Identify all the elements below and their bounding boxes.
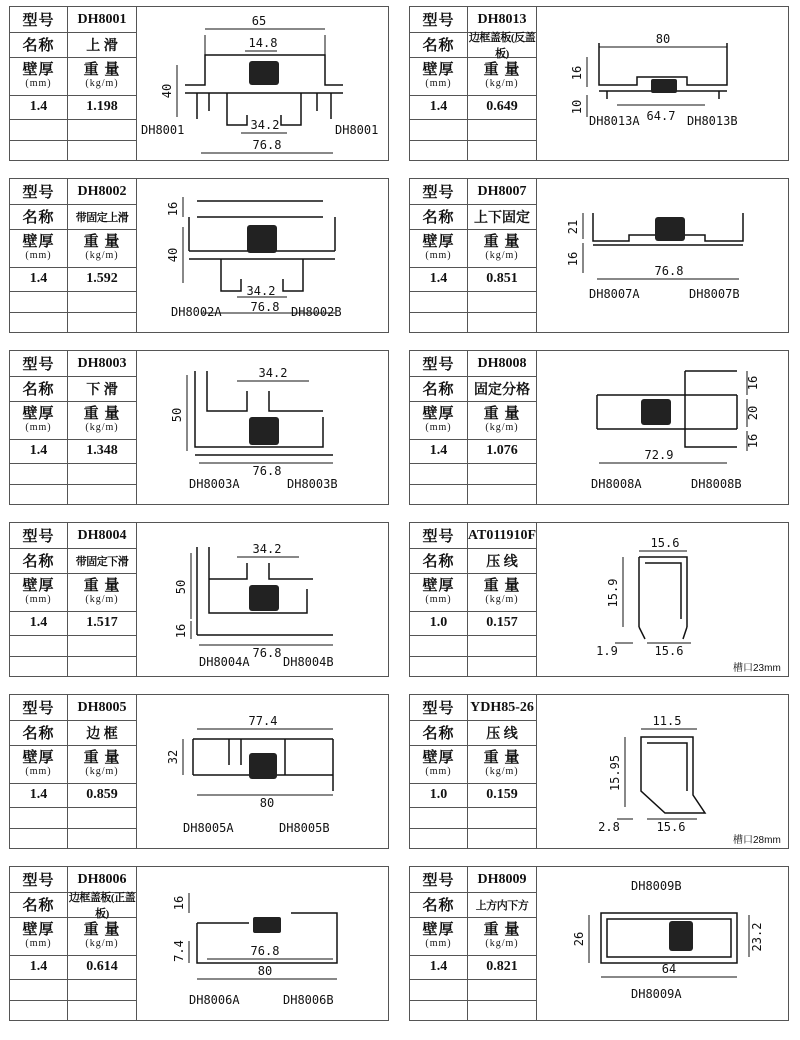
dimension-label: 64.7: [646, 109, 676, 123]
part-code-label: DH8013A: [589, 114, 640, 128]
wall-value: 1.4: [410, 439, 468, 463]
wall-unit: (mm): [425, 421, 452, 433]
weight-value: 0.859: [86, 787, 118, 802]
wall-label: [410, 917, 468, 955]
name-label: 名称: [410, 32, 468, 57]
wall-unit: (mm): [25, 765, 52, 777]
weight-label: [468, 229, 536, 267]
name-label: 名称: [410, 376, 468, 401]
name-label: 名称: [10, 376, 68, 401]
spec-table: [410, 695, 537, 848]
profile-drawing: [537, 523, 788, 676]
model-label: 型号: [410, 695, 468, 720]
spec-table: [10, 523, 137, 676]
wall-label-text: 壁厚: [422, 921, 455, 938]
weight-label: [468, 401, 536, 439]
dimension-label: 11.5: [652, 714, 682, 728]
dimension-label: 34.2: [250, 118, 280, 132]
dimension-label: 7.4: [172, 940, 186, 962]
dimension-label: 23.2: [750, 922, 764, 952]
part-code-label: DH8005B: [279, 821, 330, 835]
weight-value: 0.614: [86, 959, 118, 974]
name-value: 边框盖板(反盖板): [468, 31, 536, 60]
dimension-label: 76.8: [252, 464, 282, 478]
weight-label: [468, 573, 536, 611]
wall-value: 1.4: [410, 95, 468, 119]
wall-label-text: 壁厚: [22, 61, 55, 78]
model-value: DH8001: [77, 11, 127, 27]
profile-card-dh8009: [409, 866, 789, 1021]
name-label: 名称: [10, 548, 68, 573]
model-label: 型号: [410, 523, 468, 548]
weight-value: 0.821: [486, 959, 518, 974]
weight-unit: (kg/m): [485, 937, 519, 949]
weight-value: 0.159: [486, 787, 518, 802]
name-label: 名称: [410, 548, 468, 573]
weight-label-text: 重 量: [83, 405, 121, 422]
dimension-label: 50: [174, 579, 188, 595]
wall-label: [10, 229, 68, 267]
weight-value: 1.517: [86, 615, 118, 630]
profile-drawing: [137, 7, 388, 160]
weight-label-text: 重 量: [83, 577, 121, 594]
weight-value: 0.649: [486, 99, 518, 114]
name-value: 上下固定: [474, 210, 530, 226]
model-value: DH8002: [77, 183, 127, 199]
name-label: 名称: [410, 204, 468, 229]
slot-note: 槽口28mm: [733, 835, 781, 846]
profile-card-dh8007: [409, 178, 789, 333]
profile-card-dh8003: [9, 350, 389, 505]
wall-value: 1.0: [410, 783, 468, 807]
weight-label-text: 重 量: [483, 61, 521, 78]
weight-label-text: 重 量: [483, 405, 521, 422]
dimension-label: 10: [570, 99, 584, 115]
profile-drawing: [137, 351, 388, 504]
dimension-label: 40: [160, 83, 174, 99]
name-value: 边 框: [86, 726, 118, 742]
profile-card-dh8013: [409, 6, 789, 161]
weight-unit: (kg/m): [85, 249, 119, 261]
wall-label: [410, 745, 468, 783]
wall-value: 1.4: [410, 955, 468, 979]
name-value: 上方内下方: [475, 899, 529, 912]
dimension-label: 16: [174, 623, 188, 639]
wall-label-text: 壁厚: [422, 749, 455, 766]
dimension-label: 80: [655, 32, 671, 46]
profile-drawing: [537, 695, 788, 848]
profile-card-dh8008: [409, 350, 789, 505]
name-label: 名称: [10, 204, 68, 229]
profile-section-diagram: [137, 867, 388, 1020]
weight-label: [468, 917, 536, 955]
weight-label-text: 重 量: [83, 921, 121, 938]
profile-drawing: [537, 351, 788, 504]
weight-unit: (kg/m): [85, 593, 119, 605]
profile-card-at011910f: [409, 522, 789, 677]
wall-unit: (mm): [425, 249, 452, 261]
wall-label-text: 壁厚: [422, 233, 455, 250]
dimension-label: 16: [746, 375, 760, 391]
wall-label: [10, 573, 68, 611]
wall-value: 1.0: [410, 611, 468, 635]
wall-label-text: 壁厚: [22, 921, 55, 938]
spec-table: [10, 179, 137, 332]
model-label: 型号: [10, 867, 68, 892]
wall-label: [10, 917, 68, 955]
spec-table: [410, 7, 537, 160]
part-code-label: DH8009A: [631, 987, 682, 1001]
dimension-label: 72.9: [644, 448, 674, 462]
profile-section-diagram: [537, 523, 788, 676]
model-value: DH8007: [477, 183, 527, 199]
name-value: 压 线: [486, 726, 518, 742]
wall-unit: (mm): [25, 77, 52, 89]
wall-label-text: 壁厚: [22, 577, 55, 594]
model-label: 型号: [10, 7, 68, 32]
weight-unit: (kg/m): [85, 765, 119, 777]
wall-label-text: 壁厚: [422, 577, 455, 594]
weight-unit: (kg/m): [85, 937, 119, 949]
model-value: DH8009: [477, 871, 527, 887]
wall-unit: (mm): [425, 937, 452, 949]
weight-label-text: 重 量: [83, 61, 121, 78]
wall-unit: (mm): [25, 421, 52, 433]
wall-label: [10, 57, 68, 95]
weight-label-text: 重 量: [483, 921, 521, 938]
wall-value: 1.4: [10, 783, 68, 807]
weight-value: 1.592: [86, 271, 118, 286]
model-label: 型号: [410, 867, 468, 892]
profile-card-dh8002: [9, 178, 389, 333]
slot-note: 槽口23mm: [733, 663, 781, 674]
weight-value: 1.198: [86, 99, 118, 114]
profile-drawing: [137, 523, 388, 676]
wall-label: [10, 401, 68, 439]
part-code-label: DH8002B: [291, 305, 342, 319]
spec-table: [410, 523, 537, 676]
wall-unit: (mm): [425, 765, 452, 777]
wall-value: 1.4: [10, 955, 68, 979]
model-value: DH8006: [77, 871, 127, 887]
dimension-label: 2.8: [598, 820, 620, 834]
profile-section-diagram: [537, 7, 788, 160]
profile-section-diagram: [537, 351, 788, 504]
dimension-label: 16: [570, 65, 584, 81]
dimension-label: 40: [166, 247, 180, 263]
model-label: 型号: [10, 351, 68, 376]
spec-table: [410, 867, 537, 1020]
part-code-label: DH8013B: [687, 114, 738, 128]
wall-value: 1.4: [10, 95, 68, 119]
model-value: DH8008: [477, 355, 527, 371]
part-code-label: DH8006B: [283, 993, 334, 1007]
wall-label: [410, 401, 468, 439]
weight-label-text: 重 量: [83, 749, 121, 766]
model-value: DH8013: [477, 11, 527, 27]
spec-table: [10, 867, 137, 1020]
dimension-label: 14.8: [248, 36, 278, 50]
part-code-label: DH8005A: [183, 821, 234, 835]
part-code-label: DH8006A: [189, 993, 240, 1007]
name-label: 名称: [10, 892, 68, 917]
weight-unit: (kg/m): [85, 77, 119, 89]
part-code-label: DH8003B: [287, 477, 338, 491]
dimension-label: 16: [166, 201, 180, 217]
part-code-label: DH8008A: [591, 477, 642, 491]
dimension-label: 16: [172, 895, 186, 911]
spec-table: [10, 351, 137, 504]
profile-drawing: [537, 179, 788, 332]
dimension-label: 76.8: [252, 138, 282, 152]
part-code-label: DH8001: [335, 123, 379, 137]
name-value: 带固定上滑: [75, 211, 129, 224]
spec-table: [10, 7, 137, 160]
name-value: 固定分格: [474, 382, 530, 398]
profile-drawing: [137, 695, 388, 848]
profile-section-diagram: [137, 7, 388, 160]
name-value: 上 滑: [86, 38, 118, 54]
weight-unit: (kg/m): [485, 765, 519, 777]
wall-value: 1.4: [10, 439, 68, 463]
model-label: 型号: [10, 523, 68, 548]
dimension-label: 50: [170, 407, 184, 423]
wall-unit: (mm): [25, 249, 52, 261]
part-code-label: DH8003A: [189, 477, 240, 491]
profile-card-dh8001: [9, 6, 389, 161]
weight-value: 0.851: [486, 271, 518, 286]
dimension-label: 64: [661, 962, 677, 976]
weight-label-text: 重 量: [483, 577, 521, 594]
weight-label: [68, 917, 136, 955]
part-code-label: DH8004B: [283, 655, 334, 669]
dimension-label: 80: [259, 796, 275, 810]
name-label: 名称: [10, 32, 68, 57]
model-value: DH8005: [77, 699, 127, 715]
weight-label: [68, 57, 136, 95]
weight-value: 1.076: [486, 443, 518, 458]
dimension-label: 15.9: [606, 578, 620, 608]
profile-section-diagram: [137, 695, 388, 848]
model-label: 型号: [10, 179, 68, 204]
profile-section-diagram: [537, 695, 788, 848]
dimension-label: 20: [746, 405, 760, 421]
model-value: AT011910F: [467, 527, 537, 543]
wall-value: 1.4: [10, 611, 68, 635]
model-label: 型号: [10, 695, 68, 720]
name-label: 名称: [410, 720, 468, 745]
spec-table: [10, 695, 137, 848]
model-value: DH8004: [77, 527, 127, 543]
wall-unit: (mm): [425, 77, 452, 89]
name-value: 下 滑: [86, 382, 118, 398]
wall-label-text: 壁厚: [22, 405, 55, 422]
wall-unit: (mm): [425, 593, 452, 605]
profile-card-dh8004: [9, 522, 389, 677]
wall-label-text: 壁厚: [422, 61, 455, 78]
weight-unit: (kg/m): [485, 249, 519, 261]
spec-table: [410, 179, 537, 332]
spec-table: [410, 351, 537, 504]
weight-label: [68, 573, 136, 611]
model-value: DH8003: [77, 355, 127, 371]
dimension-label: 76.8: [250, 300, 280, 314]
weight-value: 0.157: [486, 615, 518, 630]
dimension-label: 15.6: [650, 536, 680, 550]
wall-value: 1.4: [10, 267, 68, 291]
model-label: 型号: [410, 351, 468, 376]
dimension-label: 65: [251, 14, 267, 28]
dimension-label: 15.95: [608, 754, 622, 792]
model-value: YDH85-26: [470, 699, 534, 715]
weight-label: [68, 745, 136, 783]
model-label: 型号: [410, 7, 468, 32]
profile-drawing: [137, 867, 388, 1020]
dimension-label: 21: [566, 219, 580, 235]
profile-section-diagram: [137, 523, 388, 676]
wall-label-text: 壁厚: [22, 233, 55, 250]
weight-unit: (kg/m): [85, 421, 119, 433]
part-code-label: DH8002A: [171, 305, 222, 319]
weight-label-text: 重 量: [83, 233, 121, 250]
profile-section-diagram: [137, 351, 388, 504]
wall-unit: (mm): [25, 937, 52, 949]
weight-unit: (kg/m): [485, 593, 519, 605]
wall-label-text: 壁厚: [422, 405, 455, 422]
weight-label: [68, 401, 136, 439]
wall-value: 1.4: [410, 267, 468, 291]
wall-label-text: 壁厚: [22, 749, 55, 766]
part-code-label: DH8001: [141, 123, 185, 137]
weight-unit: (kg/m): [485, 421, 519, 433]
model-label: 型号: [410, 179, 468, 204]
wall-unit: (mm): [25, 593, 52, 605]
dimension-label: 1.9: [596, 644, 618, 658]
profile-card-dh8006: [9, 866, 389, 1021]
part-code-label: DH8007A: [589, 287, 640, 301]
wall-label: [410, 573, 468, 611]
name-value: 带固定下滑: [75, 555, 129, 568]
profile-card-dh8005: [9, 694, 389, 849]
part-code-label: DH8009B: [631, 879, 682, 893]
dimension-label: 34.2: [258, 366, 288, 380]
dimension-label: 15.6: [654, 644, 684, 658]
part-code-label: DH8008B: [691, 477, 742, 491]
weight-label-text: 重 量: [483, 233, 521, 250]
weight-label: [68, 229, 136, 267]
name-value: 边框盖板(正盖板): [68, 891, 136, 920]
dimension-label: 32: [166, 749, 180, 765]
weight-label-text: 重 量: [483, 749, 521, 766]
weight-value: 1.348: [86, 443, 118, 458]
dimension-label: 76.8: [654, 264, 684, 278]
name-label: 名称: [410, 892, 468, 917]
profile-drawing: [537, 867, 788, 1020]
profile-drawing: [137, 179, 388, 332]
dimension-label: 16: [746, 433, 760, 449]
profile-section-diagram: [537, 179, 788, 332]
dimension-label: 26: [572, 931, 586, 947]
profile-drawing: [537, 7, 788, 160]
profile-card-ydh85-26: [409, 694, 789, 849]
name-label: 名称: [10, 720, 68, 745]
dimension-label: 76.8: [252, 646, 282, 660]
name-value: 压 线: [486, 554, 518, 570]
dimension-label: 16: [566, 251, 580, 267]
dimension-label: 80: [257, 964, 273, 978]
dimension-label: 34.2: [252, 542, 282, 556]
wall-label: [410, 57, 468, 95]
dimension-label: 77.4: [248, 714, 278, 728]
dimension-label: 34.2: [246, 284, 276, 298]
weight-label: [468, 57, 536, 95]
wall-label: [10, 745, 68, 783]
part-code-label: DH8004A: [199, 655, 250, 669]
dimension-label: 15.6: [656, 820, 686, 834]
weight-label: [468, 745, 536, 783]
part-code-label: DH8007B: [689, 287, 740, 301]
wall-label: [410, 229, 468, 267]
dimension-label: 76.8: [250, 944, 280, 958]
weight-unit: (kg/m): [485, 77, 519, 89]
